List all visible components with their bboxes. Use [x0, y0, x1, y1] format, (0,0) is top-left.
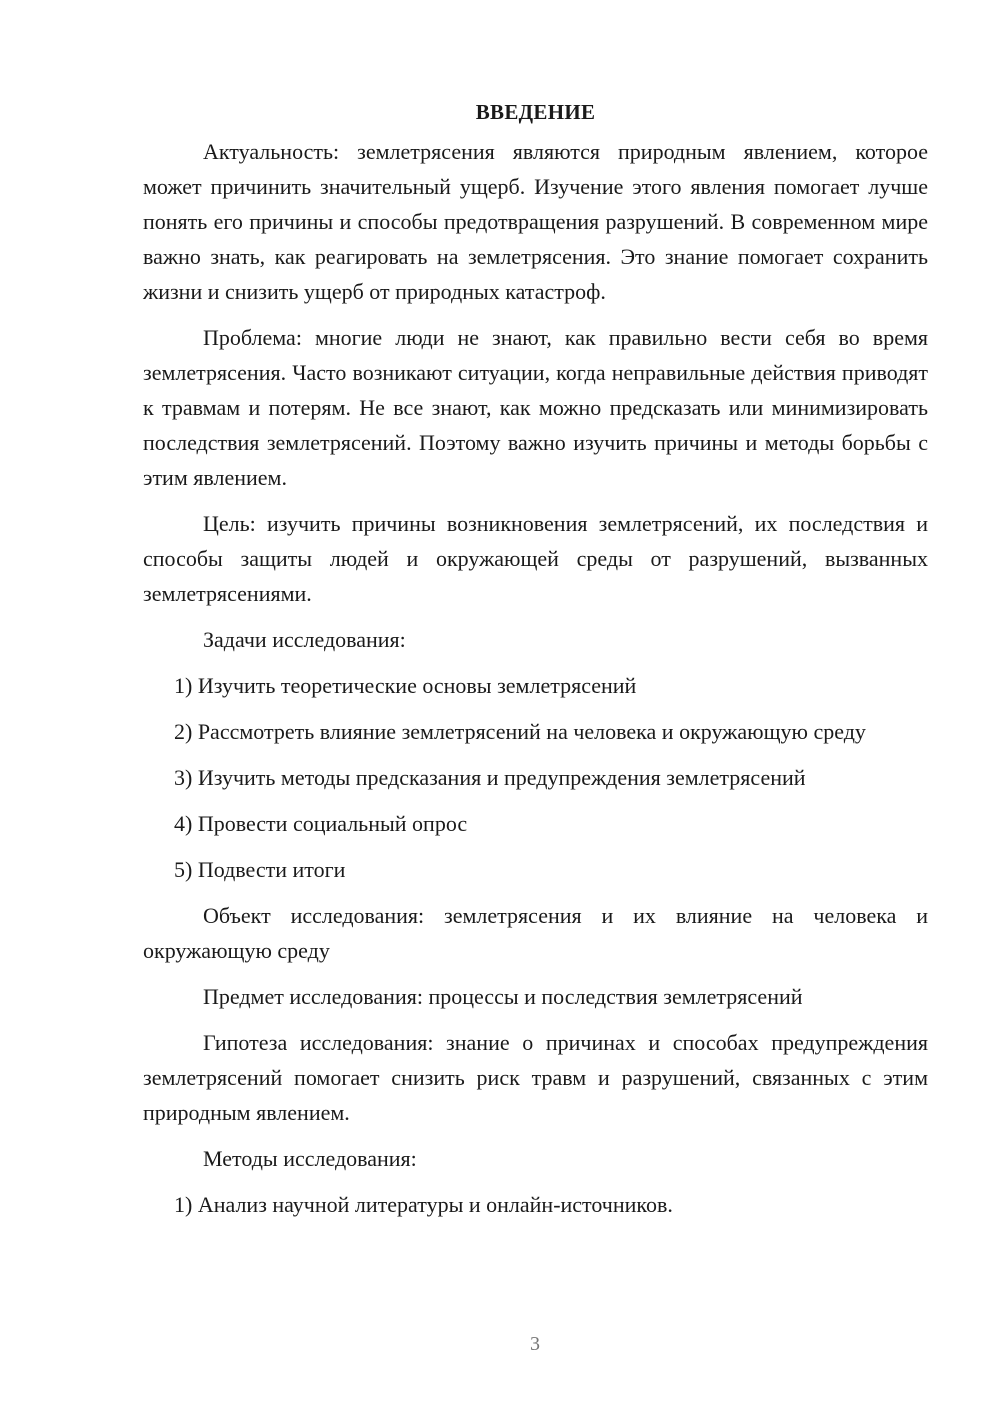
- paragraph-relevance: Актуальность: землетрясения являются природным явлением, которое может причинить значительный ущерб. Изучение этого явления помогает лучше понять его причины и способы предотвращения разрушений. В современном мире важно знать, как реагировать на землетрясения. Это знание помогает сохранить жизни и снизить ущерб от природных катастроф.: [143, 139, 928, 304]
- paragraph-hypothesis: Гипотеза исследования: знание о причинах и способах предупреждения землетрясений помогает снизить риск травм и разрушений, связанных с этим природным явлением.: [143, 1030, 928, 1125]
- paragraph-problem: Проблема: многие люди не знают, как правильно вести себя во время землетрясения. Часто возникают ситуации, когда неправильные действия приводят к травмам и потерям. Не все знают, как можно предсказать или минимизировать последствия землетрясений. Поэтому важно изучить причины и методы борьбы с этим явлением.: [143, 325, 928, 490]
- paragraph-tasks-heading: Задачи исследования:: [203, 627, 406, 652]
- list-item-task-2: 2) Рассмотреть влияние землетрясений на человека и окружающую среду: [174, 719, 866, 744]
- list-item-task-3: 3) Изучить методы предсказания и предупреждения землетрясений: [174, 765, 806, 790]
- section-title: ВВЕДЕНИЕ: [475, 100, 596, 124]
- list-item-task-4: 4) Провести социальный опрос: [174, 811, 468, 836]
- list-item-task-5: 5) Подвести итоги: [174, 857, 346, 882]
- document-page: [143, 95, 928, 1233]
- page-number: 3: [530, 1333, 540, 1355]
- paragraph-object: Объект исследования: землетрясения и их влияние на человека и окружающую среду: [143, 903, 928, 963]
- list-item-method-1: 1) Анализ научной литературы и онлайн-источников.: [174, 1192, 673, 1217]
- paragraph-subject: Предмет исследования: процессы и последствия землетрясений: [203, 984, 803, 1009]
- list-item-task-1: 1) Изучить теоретические основы землетрясений: [174, 673, 637, 698]
- paragraph-methods-heading: Методы исследования:: [203, 1146, 417, 1171]
- paragraph-goal: Цель: изучить причины возникновения землетрясений, их последствия и способы защиты людей и окружающей среды от разрушений, вызванных землетрясениями.: [143, 511, 928, 606]
